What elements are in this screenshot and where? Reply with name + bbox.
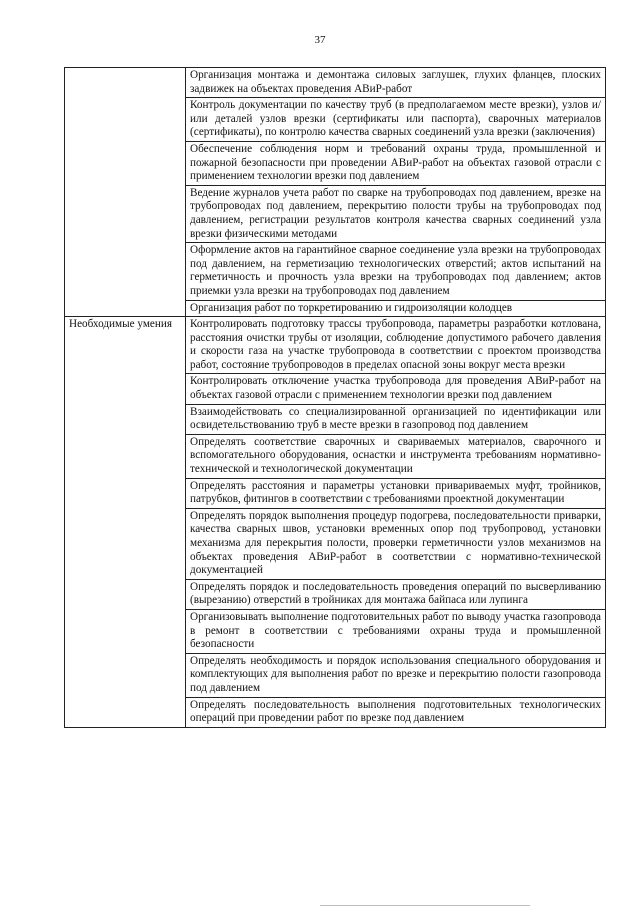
row-label-cell [65, 68, 186, 317]
scan-edge-divider [320, 905, 530, 906]
table-cell: Определять соответствие сварочных и свариваемых материалов, сварочного и вспомогательного оборудования, оснастки и инструмента требованиям нормативно-технической и технологической документации [186, 434, 606, 478]
table-cell: Определять порядок и последовательность проведения операций по высверливанию (вырезанию) отверстий в тройниках для монтажа байпаса или лупинга [186, 579, 606, 609]
table-cell: Взаимодействовать со специализированной организацией по идентификации или освидетельствованию труб в месте врезки в газопровод под давлением [186, 404, 606, 434]
table-cell: Контролировать подготовку трассы трубопровода, параметры разработки котлована, расстояния очистки трубы от изоляции, соблюдение допустимого рабочего давления и скорости газа на участке трубопровода в соответствии с проектом производства работ, состояние трубопроводов в пределах опасной зоны вокруг места врезки [186, 317, 606, 374]
table-cell: Организация монтажа и демонтажа силовых заглушек, глухих фланцев, плоских задвижек на объектах проведения АВиР-работ [186, 68, 606, 98]
table-cell: Обеспечение соблюдения норм и требований охраны труда, промышленной и пожарной безопасности при проведении АВиР-работ на объектах газовой отрасли с применением технологии врезки под давлением [186, 141, 606, 185]
table-cell: Определять расстояния и параметры установки привариваемых муфт, тройников, патрубков, фитингов в соответствии с требованиями проектной документации [186, 478, 606, 508]
table-cell: Ведение журналов учета работ по сварке на трубопроводах под давлением, врезке на трубопроводах под давлением, перекрытию полости трубы на трубопроводах под давлением, регистрации результатов контроля качества сварных соединений узла врезки физическими методами [186, 185, 606, 242]
table-row [65, 317, 606, 374]
table-row [65, 68, 606, 98]
table-cell: Оформление актов на гарантийное сварное соединение узла врезки на трубопроводах под давлением, на герметизацию технологических отверстий; актов испытаний на герметичность и прочность узла врезки на трубопроводах под давлением; актов приемки узла врезки на трубопроводах под давлением [186, 243, 606, 300]
table-cell: Контроль документации по качеству труб (в предполагаемом месте врезки), узлов и/или деталей узлов врезки (сертификаты или паспорта), сварочных материалов (сертификаты), по контролю качества сварных соединений узла врезки (заключения) [186, 98, 606, 142]
table-cell: Определять последовательность выполнения подготовительных технологических операций при проведении работ по врезке под давлением [186, 697, 606, 727]
table-cell: Контролировать отключение участка трубопровода для проведения АВиР-работ на объектах газовой отрасли с применением технологии врезки под давлением [186, 374, 606, 404]
table-cell: Определять порядок выполнения процедур подогрева, последовательности приварки, качества сварных швов, установки временных опор под трубопровод, установки механизма для перекрытия полости, проверки герметичности узлов механизмов на объектах проведения АВиР-работ в соответствии с нормативно-технической документацией [186, 508, 606, 579]
table-cell: Организовывать выполнение подготовительных работ по выводу участка газопровода в ремонт в соответствии с требованиями охраны труда и промышленной безопасности [186, 609, 606, 653]
row-label-skills: Необходимые умения [65, 317, 186, 728]
page-number: 37 [314, 34, 326, 46]
table-cell: Организация работ по торкретированию и гидроизоляции колодцев [186, 300, 606, 317]
competency-table [64, 67, 606, 728]
table-cell: Определять необходимость и порядок использования специального оборудования и комплектующих для выполнения работ по врезке и перекрытию полости газопровода под давлением [186, 653, 606, 697]
